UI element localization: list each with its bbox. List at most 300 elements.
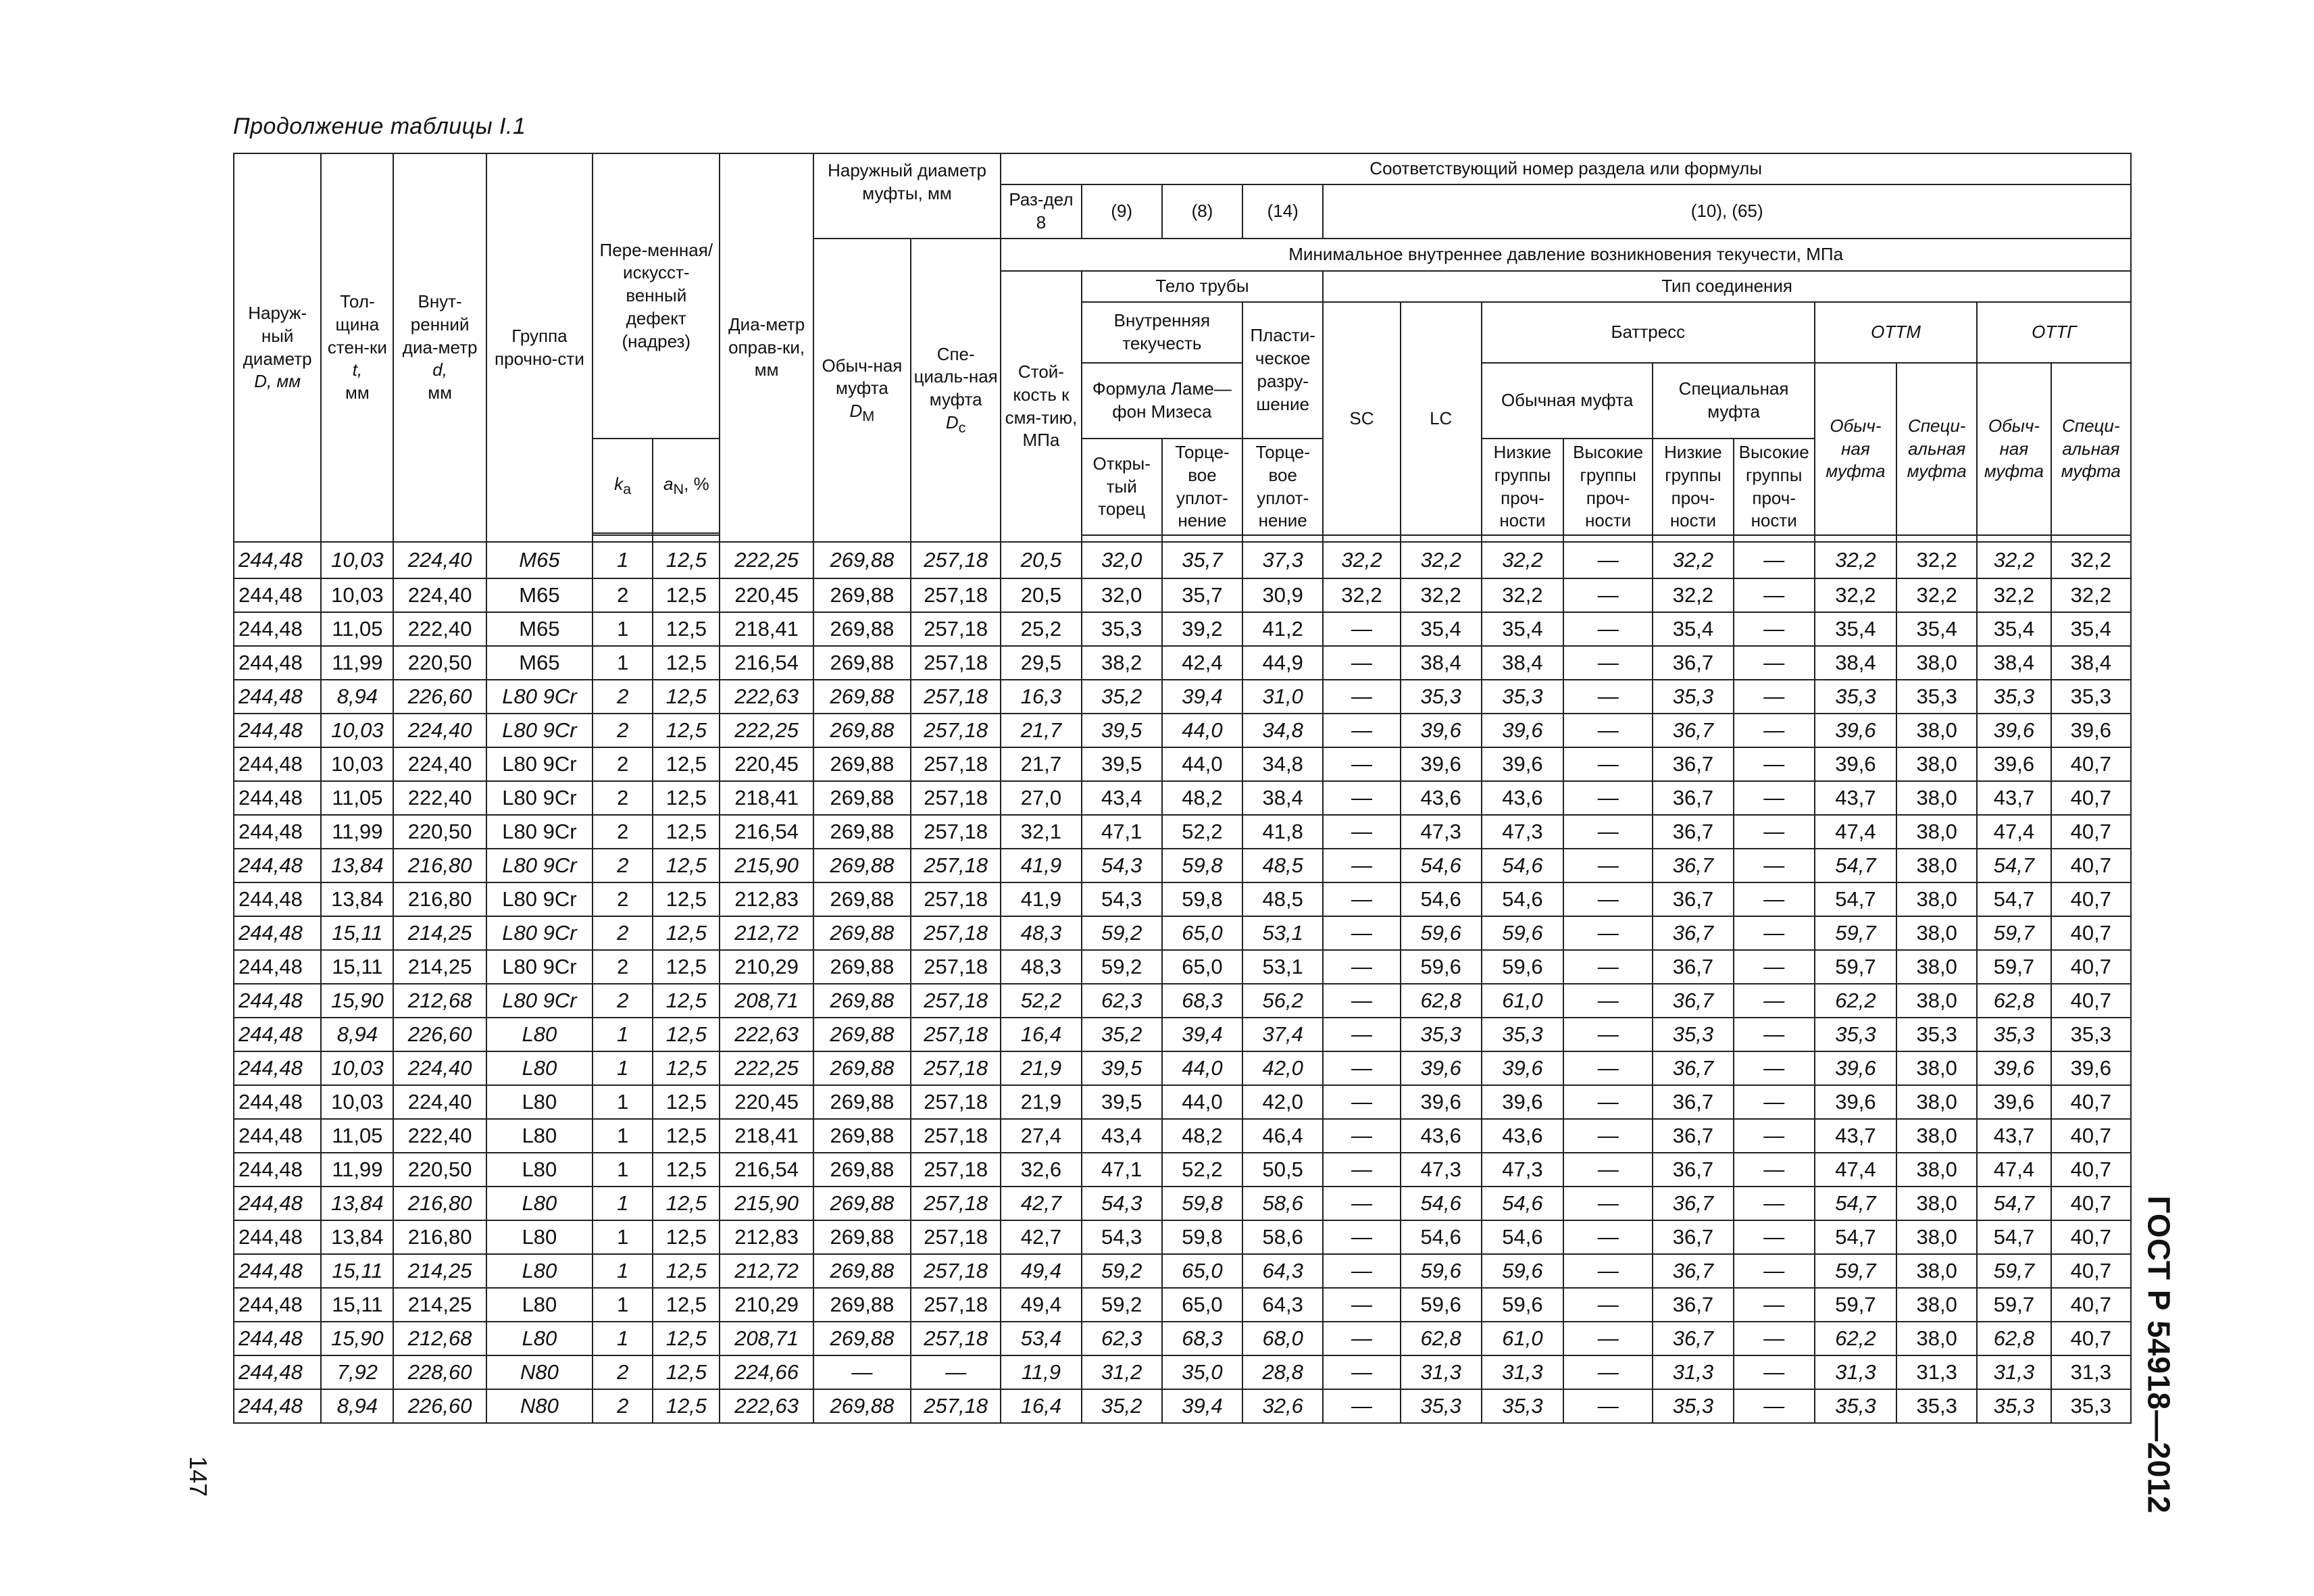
table-cell: 15,11 — [321, 1288, 393, 1322]
table-cell: 40,7 — [2051, 916, 2131, 950]
header-defect: Пере-менная/ искусст-венный дефект (надрез) — [593, 153, 720, 439]
table-cell: 59,7 — [1977, 1288, 2051, 1322]
table-cell: 59,8 — [1162, 882, 1242, 916]
table-cell: 228,60 — [393, 1355, 486, 1389]
table-cell: 35,3 — [1401, 1389, 1482, 1423]
header-inner-diameter: Внут-ренний диа-метр d, мм — [393, 153, 486, 542]
table-cell: 35,3 — [1815, 1389, 1896, 1423]
table-row — [234, 747, 2131, 781]
table-cell: 44,0 — [1162, 747, 1242, 781]
table-cell: 257,18 — [911, 950, 1001, 984]
table-cell: 35,3 — [1082, 612, 1162, 646]
header-plastic-failure: Пласти-ческое разру-шение — [1242, 302, 1323, 439]
table-cell: 54,7 — [1815, 1187, 1896, 1220]
table-cell: 38,0 — [1896, 849, 1977, 882]
table-cell: 32,2 — [1977, 578, 2051, 612]
table-cell: — — [1323, 612, 1400, 646]
table-cell: 269,88 — [813, 984, 911, 1018]
table-cell: 215,90 — [720, 849, 813, 882]
page-number-text: 147 — [184, 1455, 213, 1497]
header-buttress-regular-low: Низкие группы проч-ности — [1482, 439, 1563, 535]
table-cell: 2 — [593, 714, 653, 747]
table-cell: 269,88 — [813, 1153, 911, 1187]
table-cell: 216,80 — [393, 1187, 486, 1220]
table-cell: 49,4 — [1001, 1288, 1081, 1322]
table-cell: 40,7 — [2051, 815, 2131, 849]
table-cell: 59,8 — [1162, 1220, 1242, 1254]
table-cell: — — [911, 1355, 1001, 1389]
table-row — [234, 1254, 2131, 1288]
table-cell: 68,3 — [1162, 1322, 1242, 1355]
table-cell: 39,6 — [1482, 714, 1563, 747]
table-cell: 47,3 — [1482, 815, 1563, 849]
table-cell: L80 9Cr — [486, 916, 593, 950]
table-cell: 47,4 — [1977, 1153, 2051, 1187]
table-cell: — — [1563, 781, 1653, 815]
table-cell: 220,45 — [720, 578, 813, 612]
table-cell: 244,48 — [234, 1051, 321, 1085]
table-cell: 48,5 — [1242, 882, 1323, 916]
table-cell: 244,48 — [234, 714, 321, 747]
table-cell: 35,4 — [1401, 612, 1482, 646]
table-cell: N80 — [486, 1389, 593, 1423]
table-cell: 32,2 — [1896, 578, 1977, 612]
table-cell: 54,6 — [1401, 1220, 1482, 1254]
table-cell: 48,2 — [1162, 1119, 1242, 1153]
table-cell: 38,0 — [1896, 747, 1977, 781]
table-cell: 257,18 — [911, 984, 1001, 1018]
table-cell: 257,18 — [911, 1220, 1001, 1254]
header-buttress-regular-high: Высокие группы проч-ности — [1563, 439, 1653, 535]
table-cell: 12,5 — [653, 1389, 720, 1423]
table-cell: 20,5 — [1001, 578, 1081, 612]
table-cell: 42,4 — [1162, 646, 1242, 680]
table-cell: 39,6 — [1482, 1051, 1563, 1085]
table-cell: 244,48 — [234, 950, 321, 984]
table-cell: 32,2 — [1401, 578, 1482, 612]
table-cell: 36,7 — [1653, 781, 1733, 815]
table-cell: 35,3 — [1482, 680, 1563, 714]
header-strength-grade: Группа прочно-сти — [486, 153, 593, 542]
table-cell: — — [1563, 984, 1653, 1018]
table-cell: 62,3 — [1082, 984, 1162, 1018]
table-cell: 269,88 — [813, 1254, 911, 1288]
table-cell: — — [1323, 1389, 1400, 1423]
table-cell: 37,3 — [1242, 542, 1323, 578]
table-cell: — — [1323, 1153, 1400, 1187]
table-cell: 257,18 — [911, 714, 1001, 747]
table-cell: 269,88 — [813, 916, 911, 950]
header-ottg-regular: Обыч-ная муфта — [1977, 363, 2051, 535]
table-cell: 64,3 — [1242, 1254, 1323, 1288]
table-cell: 47,3 — [1482, 1153, 1563, 1187]
table-cell: L80 — [486, 1018, 593, 1051]
header-buttress-regular: Обычная муфта — [1482, 363, 1653, 439]
table-cell: 12,5 — [653, 1220, 720, 1254]
table-cell: 269,88 — [813, 1051, 911, 1085]
table-cell: 54,7 — [1815, 849, 1896, 882]
table-cell: 47,4 — [1977, 815, 2051, 849]
header-special-coupling-dc: Спе-циаль-ная муфта $D_c$ — [911, 239, 1001, 542]
table-cell: 35,3 — [1482, 1018, 1563, 1051]
table-cell: 216,80 — [393, 1220, 486, 1254]
table-cell: L80 — [486, 1288, 593, 1322]
table-cell: 214,25 — [393, 916, 486, 950]
table-cell: 269,88 — [813, 1288, 911, 1322]
table-cell: — — [1734, 984, 1815, 1018]
header-capped-end: Торце-вое уплот-нение — [1162, 439, 1242, 535]
table-cell: 59,2 — [1082, 916, 1162, 950]
header-section-reference: Соответствующий номер раздела или формулы — [1001, 153, 2131, 184]
table-cell: 269,88 — [813, 680, 911, 714]
table-cell: — — [1563, 916, 1653, 950]
header-spacer — [653, 535, 720, 542]
table-cell: 38,0 — [1896, 1051, 1977, 1085]
table-cell: 62,2 — [1815, 1322, 1896, 1355]
table-cell: — — [1734, 1018, 1815, 1051]
table-cell: 244,48 — [234, 680, 321, 714]
header-buttress: Баттресс — [1482, 302, 1815, 363]
table-row — [234, 1051, 2131, 1085]
table-cell: 11,05 — [321, 781, 393, 815]
table-cell: 36,7 — [1653, 950, 1733, 984]
table-cell: 11,05 — [321, 612, 393, 646]
table-cell: L80 9Cr — [486, 680, 593, 714]
table-cell: 257,18 — [911, 680, 1001, 714]
table-cell: L80 — [486, 1119, 593, 1153]
header-lame-mises: Формула Ламе—фон Мизеса — [1082, 363, 1243, 439]
table-cell: 48,5 — [1242, 849, 1323, 882]
table-cell: 39,5 — [1082, 1085, 1162, 1119]
table-cell: 39,6 — [1482, 747, 1563, 781]
table-cell: 269,88 — [813, 1187, 911, 1220]
table-cell: — — [1323, 882, 1400, 916]
table-cell: 244,48 — [234, 578, 321, 612]
table-cell: 32,2 — [1896, 542, 1977, 578]
table-cell: 36,7 — [1653, 882, 1733, 916]
table-cell: 244,48 — [234, 1153, 321, 1187]
table-cell: 59,6 — [1482, 1254, 1563, 1288]
table-cell: — — [1734, 849, 1815, 882]
table-cell: 38,0 — [1896, 781, 1977, 815]
table-cell: — — [1563, 680, 1653, 714]
table-cell: 32,6 — [1242, 1389, 1323, 1423]
table-cell: — — [1734, 646, 1815, 680]
header-collapse-resistance: Стой-кость к смя-тию, МПа — [1001, 271, 1081, 542]
table-cell: 38,0 — [1896, 1085, 1977, 1119]
table-cell: — — [1323, 984, 1400, 1018]
table-cell: 54,6 — [1482, 882, 1563, 916]
table-cell: M65 — [486, 578, 593, 612]
table-cell: 16,4 — [1001, 1018, 1081, 1051]
header-wall-thickness: Тол-щина стен-ки t, мм — [321, 153, 393, 542]
table-cell: 2 — [593, 984, 653, 1018]
table-cell: 2 — [593, 882, 653, 916]
table-cell: 257,18 — [911, 1288, 1001, 1322]
table-cell: — — [1323, 1288, 1400, 1322]
table-cell: 222,25 — [720, 542, 813, 578]
table-cell: 12,5 — [653, 950, 720, 984]
table-cell: 27,0 — [1001, 781, 1081, 815]
table-cell: 12,5 — [653, 1051, 720, 1085]
table-cell: 15,11 — [321, 916, 393, 950]
table-cell: 15,11 — [321, 950, 393, 984]
table-cell: 210,29 — [720, 1288, 813, 1322]
table-cell: 38,0 — [1896, 1322, 1977, 1355]
table-cell: 50,5 — [1242, 1153, 1323, 1187]
table-cell: 38,4 — [1482, 646, 1563, 680]
table-cell: 224,40 — [393, 542, 486, 578]
table-cell: — — [1323, 781, 1400, 815]
table-row — [234, 1153, 2131, 1187]
table-cell: 35,7 — [1162, 542, 1242, 578]
table-row — [234, 646, 2131, 680]
table-cell: 36,7 — [1653, 1051, 1733, 1085]
table-cell: 68,3 — [1162, 984, 1242, 1018]
table-cell: 39,4 — [1162, 680, 1242, 714]
table-cell: 40,7 — [2051, 1254, 2131, 1288]
table-cell: 224,66 — [720, 1355, 813, 1389]
table-cell: 39,5 — [1082, 714, 1162, 747]
table-cell: 257,18 — [911, 1085, 1001, 1119]
header-open-end: Откры-тый торец — [1082, 439, 1162, 535]
header-min-yield-pressure: Минимальное внутреннее давление возникновения текучести, МПа — [1001, 239, 2131, 271]
table-cell: 38,0 — [1896, 882, 1977, 916]
table-cell: 35,2 — [1082, 1018, 1162, 1051]
table-cell: 41,9 — [1001, 882, 1081, 916]
table-cell: 40,7 — [2051, 1119, 2131, 1153]
table-cell: 15,90 — [321, 984, 393, 1018]
table-cell: 54,6 — [1401, 882, 1482, 916]
table-cell: 54,6 — [1482, 1187, 1563, 1220]
table-cell: 36,7 — [1653, 1220, 1733, 1254]
table-cell: 38,4 — [2051, 646, 2131, 680]
table-cell: 244,48 — [234, 849, 321, 882]
table-cell: 15,11 — [321, 1254, 393, 1288]
table-row — [234, 781, 2131, 815]
table-row — [234, 714, 2131, 747]
table-cell: — — [1563, 1322, 1653, 1355]
table-cell: 12,5 — [653, 1119, 720, 1153]
table-cell: 35,0 — [1162, 1355, 1242, 1389]
table-cell: 224,40 — [393, 714, 486, 747]
table-cell: 244,48 — [234, 747, 321, 781]
table-cell: 257,18 — [911, 1119, 1001, 1153]
table-cell: 34,8 — [1242, 747, 1323, 781]
header-spacer — [1082, 535, 1162, 542]
header-ref-10-65: (10), (65) — [1323, 184, 2131, 239]
header-spacer — [1162, 535, 1242, 542]
table-cell: 269,88 — [813, 1119, 911, 1153]
table-cell: 35,3 — [1653, 1389, 1733, 1423]
header-spacer — [1323, 535, 1400, 542]
table-cell: 1 — [593, 1220, 653, 1254]
table-cell: 21,9 — [1001, 1085, 1081, 1119]
table-cell: 40,7 — [2051, 849, 2131, 882]
table-cell: 10,03 — [321, 1051, 393, 1085]
table-cell: 269,88 — [813, 1220, 911, 1254]
table-cell: 64,3 — [1242, 1288, 1323, 1322]
table-cell: 48,2 — [1162, 781, 1242, 815]
table-cell: — — [1563, 578, 1653, 612]
table-cell: 54,6 — [1401, 1187, 1482, 1220]
header-spacer — [1653, 535, 1733, 542]
table-cell: — — [1734, 612, 1815, 646]
table-cell: 212,83 — [720, 882, 813, 916]
table-cell: 39,6 — [1401, 1051, 1482, 1085]
table-cell: 257,18 — [911, 747, 1001, 781]
table-cell: 1 — [593, 646, 653, 680]
table-cell: 35,3 — [1896, 680, 1977, 714]
table-cell: 58,6 — [1242, 1187, 1323, 1220]
table-cell: — — [1323, 815, 1400, 849]
table-cell: 61,0 — [1482, 1322, 1563, 1355]
table-cell: 12,5 — [653, 542, 720, 578]
table-cell: 54,7 — [1977, 882, 2051, 916]
table-cell: L80 — [486, 1220, 593, 1254]
table-cell: 257,18 — [911, 612, 1001, 646]
table-cell: 220,50 — [393, 815, 486, 849]
table-cell: 32,1 — [1001, 815, 1081, 849]
table-cell: 52,2 — [1001, 984, 1081, 1018]
table-cell: — — [1323, 950, 1400, 984]
table-cell: 59,6 — [1401, 1288, 1482, 1322]
table-cell: 35,3 — [1977, 1018, 2051, 1051]
table-cell: 43,7 — [1815, 781, 1896, 815]
table-cell: 257,18 — [911, 1187, 1001, 1220]
table-row — [234, 916, 2131, 950]
table-cell: 35,3 — [1977, 680, 2051, 714]
table-cell: 257,18 — [911, 578, 1001, 612]
table-body — [234, 542, 2131, 1423]
table-cell: 257,18 — [911, 1322, 1001, 1355]
header-lc: LC — [1401, 302, 1482, 535]
table-cell: 257,18 — [911, 1018, 1001, 1051]
table-cell: 12,5 — [653, 1254, 720, 1288]
table-cell: 2 — [593, 578, 653, 612]
table-cell: 21,7 — [1001, 747, 1081, 781]
table-cell: 61,0 — [1482, 984, 1563, 1018]
table-cell: 59,6 — [1482, 1288, 1563, 1322]
table-cell: 38,4 — [1242, 781, 1323, 815]
table-cell: 54,7 — [1977, 1187, 2051, 1220]
table-cell: 226,60 — [393, 680, 486, 714]
table-cell: 269,88 — [813, 542, 911, 578]
table-cell: 32,2 — [1401, 542, 1482, 578]
table-cell: 46,4 — [1242, 1119, 1323, 1153]
table-cell: 38,0 — [1896, 916, 1977, 950]
table-cell: 39,4 — [1162, 1018, 1242, 1051]
table-row — [234, 1322, 2131, 1355]
table-cell: 38,4 — [1401, 646, 1482, 680]
table-cell: 52,2 — [1162, 815, 1242, 849]
table-cell: 35,3 — [1815, 1018, 1896, 1051]
table-cell: 54,3 — [1082, 1187, 1162, 1220]
table-cell: 62,3 — [1082, 1322, 1162, 1355]
table-cell: 257,18 — [911, 916, 1001, 950]
table-cell: 32,2 — [1977, 542, 2051, 578]
table-cell: 16,3 — [1001, 680, 1081, 714]
table-cell: — — [1323, 1018, 1400, 1051]
table-cell: 12,5 — [653, 984, 720, 1018]
table-cell: 244,48 — [234, 815, 321, 849]
header-outer-diameter: Наруж-ный диаметр D, мм — [234, 153, 321, 542]
table-cell: 222,25 — [720, 714, 813, 747]
table-cell: 32,2 — [1482, 542, 1563, 578]
table-cell: 68,0 — [1242, 1322, 1323, 1355]
table-cell: L80 9Cr — [486, 882, 593, 916]
table-cell: 212,68 — [393, 1322, 486, 1355]
table-cell: 36,7 — [1653, 714, 1733, 747]
table-cell: 212,72 — [720, 916, 813, 950]
table-cell: 39,6 — [1977, 714, 2051, 747]
table-cell: 35,3 — [1977, 1389, 2051, 1423]
table-cell: — — [1734, 1355, 1815, 1389]
table-cell: 10,03 — [321, 1085, 393, 1119]
header-spacer — [1242, 535, 1323, 542]
table-cell: N80 — [486, 1355, 593, 1389]
table-cell: — — [1734, 578, 1815, 612]
table-cell: 12,5 — [653, 781, 720, 815]
table-cell: 35,3 — [1401, 1018, 1482, 1051]
header-ref-9: (9) — [1082, 184, 1162, 239]
table-cell: 244,48 — [234, 1254, 321, 1288]
table-cell: 59,7 — [1815, 916, 1896, 950]
table-cell: 31,0 — [1242, 680, 1323, 714]
header-ref-8: (8) — [1162, 184, 1242, 239]
table-cell: 208,71 — [720, 984, 813, 1018]
table-cell: 12,5 — [653, 714, 720, 747]
table-cell: — — [1563, 747, 1653, 781]
table-cell: 257,18 — [911, 815, 1001, 849]
table-cell: 47,4 — [1815, 815, 1896, 849]
table-cell: — — [1734, 1288, 1815, 1322]
table-cell: 43,6 — [1401, 1119, 1482, 1153]
header-ottg-special: Специ-альная муфта — [2051, 363, 2131, 535]
table-cell: 59,7 — [1815, 950, 1896, 984]
table-header — [234, 153, 2131, 542]
table-cell: 10,03 — [321, 542, 393, 578]
table-row — [234, 1288, 2131, 1322]
table-cell: L80 — [486, 1187, 593, 1220]
table-cell: 38,0 — [1896, 984, 1977, 1018]
header-connection-type: Тип соединения — [1323, 271, 2131, 302]
table-cell: 36,7 — [1653, 1254, 1733, 1288]
table-cell: — — [1323, 1355, 1400, 1389]
table-cell: 39,6 — [1401, 747, 1482, 781]
table-cell: 226,60 — [393, 1018, 486, 1051]
document-code — [2138, 1195, 2179, 1514]
table-cell: 32,2 — [1815, 542, 1896, 578]
table-cell: — — [1323, 680, 1400, 714]
table-cell: 31,2 — [1082, 1355, 1162, 1389]
table-cell: — — [1563, 1389, 1653, 1423]
table-row — [234, 578, 2131, 612]
table-cell: 25,2 — [1001, 612, 1081, 646]
table-cell: 42,0 — [1242, 1085, 1323, 1119]
table-cell: 41,2 — [1242, 612, 1323, 646]
table-cell: 48,3 — [1001, 950, 1081, 984]
table-cell: 36,7 — [1653, 1153, 1733, 1187]
table-cell: — — [1734, 747, 1815, 781]
table-cell: 32,0 — [1082, 542, 1162, 578]
table-cell: 1 — [593, 612, 653, 646]
table-cell: L80 9Cr — [486, 984, 593, 1018]
table-cell: 222,40 — [393, 781, 486, 815]
table-cell: — — [1734, 1085, 1815, 1119]
table-cell: — — [1734, 1119, 1815, 1153]
table-cell: 2 — [593, 747, 653, 781]
